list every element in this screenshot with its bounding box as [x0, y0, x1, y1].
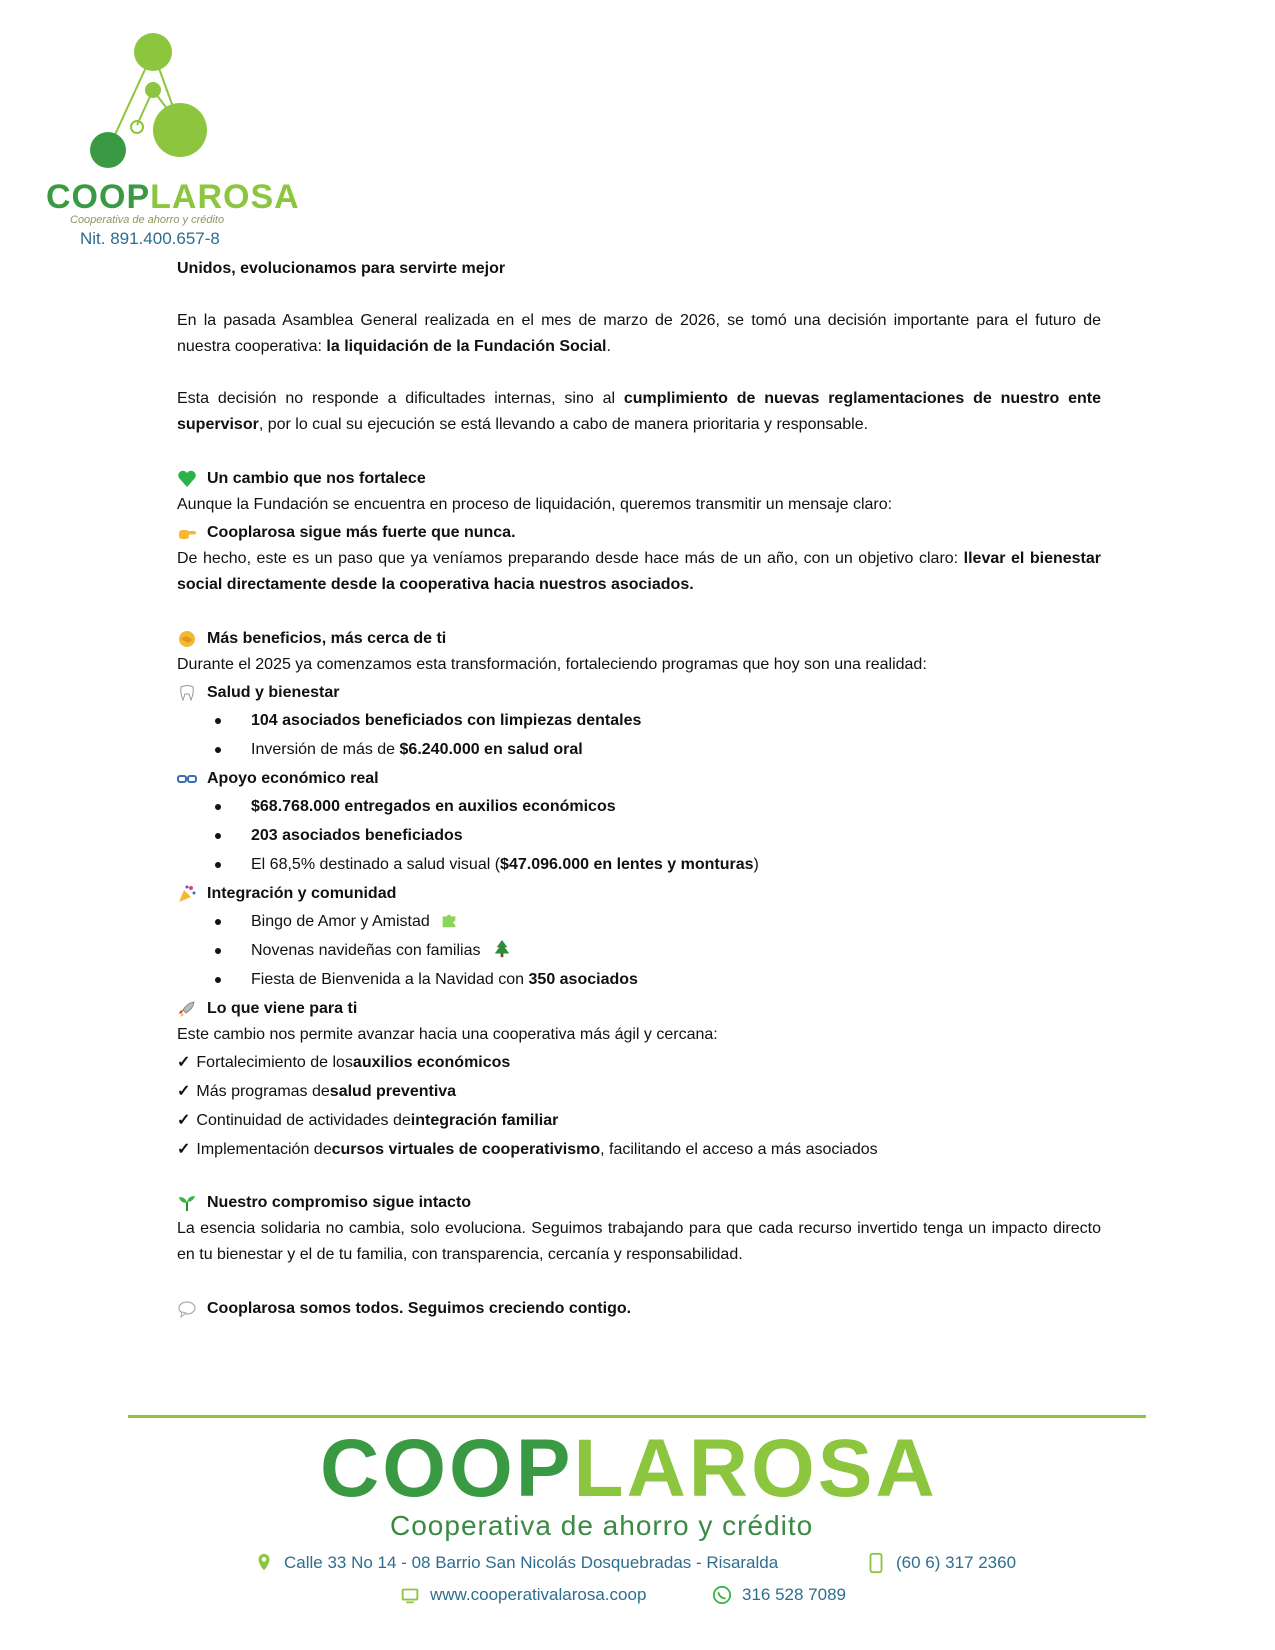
letter-body	[177, 256, 1101, 1322]
footer-website[interactable]: www.cooperativalarosa.coop	[400, 1584, 646, 1606]
logo-wordmark: COOPLAROSA	[46, 178, 300, 216]
integration-heading: Integración y comunidad	[177, 881, 1101, 907]
intro-paragraph-2: Esta decisión no responde a dificultades internas, sino al cumplimiento de nuevas reglamentaciones de nuestro ente supervisor, por lo cual su ejecución se está llevando a cabo de manera prioritaria y responsable.	[177, 390, 1102, 433]
section-future-heading: Lo que viene para ti	[177, 996, 1101, 1022]
logo-molecule-icon	[40, 30, 280, 180]
list-item: Inversión de más de $6.240.000 en salud oral	[215, 735, 1101, 764]
party-popper-icon	[177, 884, 197, 904]
speech-bubble-icon	[177, 1299, 197, 1319]
handshake-icon	[177, 629, 197, 649]
section-future-intro: Este cambio nos permite avanzar hacia una cooperativa más ágil y cercana:	[177, 1026, 718, 1043]
footer-address: Calle 33 No 14 - 08 Barrio San Nicolás Dosquebradas - Risaralda	[254, 1552, 778, 1574]
section-change-line: Aunque la Fundación se encuentra en proceso de liquidación, queremos transmitir un mensaje claro:	[177, 496, 893, 513]
cooplarosa-logo	[40, 30, 300, 255]
checklist-item: ✓ Implementación de cursos virtuales de cooperativismo , facilitando el acceso a más asociados	[177, 1140, 878, 1158]
footer-subtitle: Cooperativa de ahorro y crédito	[390, 1510, 814, 1541]
list-item: 104 asociados beneficiados con limpiezas dentales	[215, 706, 1101, 735]
list-item: Fiesta de Bienvenida a la Navidad con 350 asociados	[215, 965, 1101, 994]
section-change-paragraph: De hecho, este es un paso que ya veníamos preparando desde hace más de un año, con un objetivo claro: llevar el bienestar social directamente desde la cooperativa hacia nuestros asociados.	[177, 550, 1102, 593]
section-benefits-intro: Durante el 2025 ya comenzamos esta transformación, fortaleciendo programas que hoy son una realidad:	[177, 656, 927, 673]
location-pin-icon	[254, 1552, 274, 1574]
list-item: El 68,5% destinado a salud visual ($47.096.000 en lentes y monturas)	[215, 850, 1101, 879]
tooth-icon	[177, 683, 197, 703]
section-benefits-heading: Más beneficios, más cerca de ti	[177, 626, 1101, 652]
green-heart-icon	[177, 469, 197, 489]
whatsapp-icon	[712, 1584, 732, 1606]
health-heading: Salud y bienestar	[177, 680, 1101, 706]
logo-subtitle: Cooperativa de ahorro y crédito	[70, 214, 225, 226]
seedling-icon	[177, 1193, 197, 1213]
economic-heading: Apoyo económico real	[177, 766, 1101, 792]
rocket-icon	[177, 999, 197, 1019]
christmas-tree-icon	[493, 939, 511, 959]
pointing-hand-icon	[177, 523, 197, 543]
checklist-item: ✓ Continuidad de actividades de integración familiar	[177, 1111, 559, 1129]
integration-list	[177, 907, 1101, 994]
nit-number: Nit. 891.400.657-8	[80, 229, 220, 248]
footer-whatsapp: 316 528 7089	[712, 1584, 846, 1606]
health-list	[177, 706, 1101, 764]
future-checklist	[177, 1048, 1101, 1164]
section-commitment-heading: Nuestro compromiso sigue intacto	[177, 1190, 1101, 1216]
puzzle-piece-icon	[440, 911, 458, 929]
footer-brand: COOPLAROSA	[320, 1423, 938, 1514]
list-item: Bingo de Amor y Amistad	[215, 907, 1101, 936]
glasses-icon	[177, 769, 197, 789]
letter-title: Unidos, evolucionamos para servirte mejor	[177, 260, 506, 277]
checklist-item: ✓ Fortalecimiento de los auxilios económicos	[177, 1053, 511, 1071]
checklist-item: ✓ Más programas de salud preventiva	[177, 1082, 457, 1100]
closing-line: Cooplarosa somos todos. Seguimos creciendo contigo.	[177, 1296, 1101, 1322]
footer-divider	[128, 1415, 1146, 1418]
footer-phone: (60 6) 317 2360	[866, 1552, 1016, 1574]
list-item: 203 asociados beneficiados	[215, 821, 1101, 850]
phone-icon	[866, 1552, 886, 1574]
list-item: Novenas navideñas con familias	[215, 936, 1101, 965]
section-change-heading: Un cambio que nos fortalece	[177, 466, 1101, 492]
economic-list	[177, 792, 1101, 879]
section-change-highlight: Cooplarosa sigue más fuerte que nunca.	[177, 520, 1101, 546]
list-item: $68.768.000 entregados en auxilios económicos	[215, 792, 1101, 821]
intro-paragraph-1: En la pasada Asamblea General realizada en el mes de marzo de 2026, se tomó una decisión importante para el futuro de nuestra cooperativa: la liquidación de la Fundación Social.	[177, 312, 1101, 355]
web-icon	[400, 1584, 420, 1606]
section-commitment-text: La esencia solidaria no cambia, solo evoluciona. Seguimos trabajando para que cada recurso invertido tenga un impacto directo en tu bienestar y el de tu familia, con transparencia, cercanía y responsabilidad.	[177, 1220, 1101, 1263]
